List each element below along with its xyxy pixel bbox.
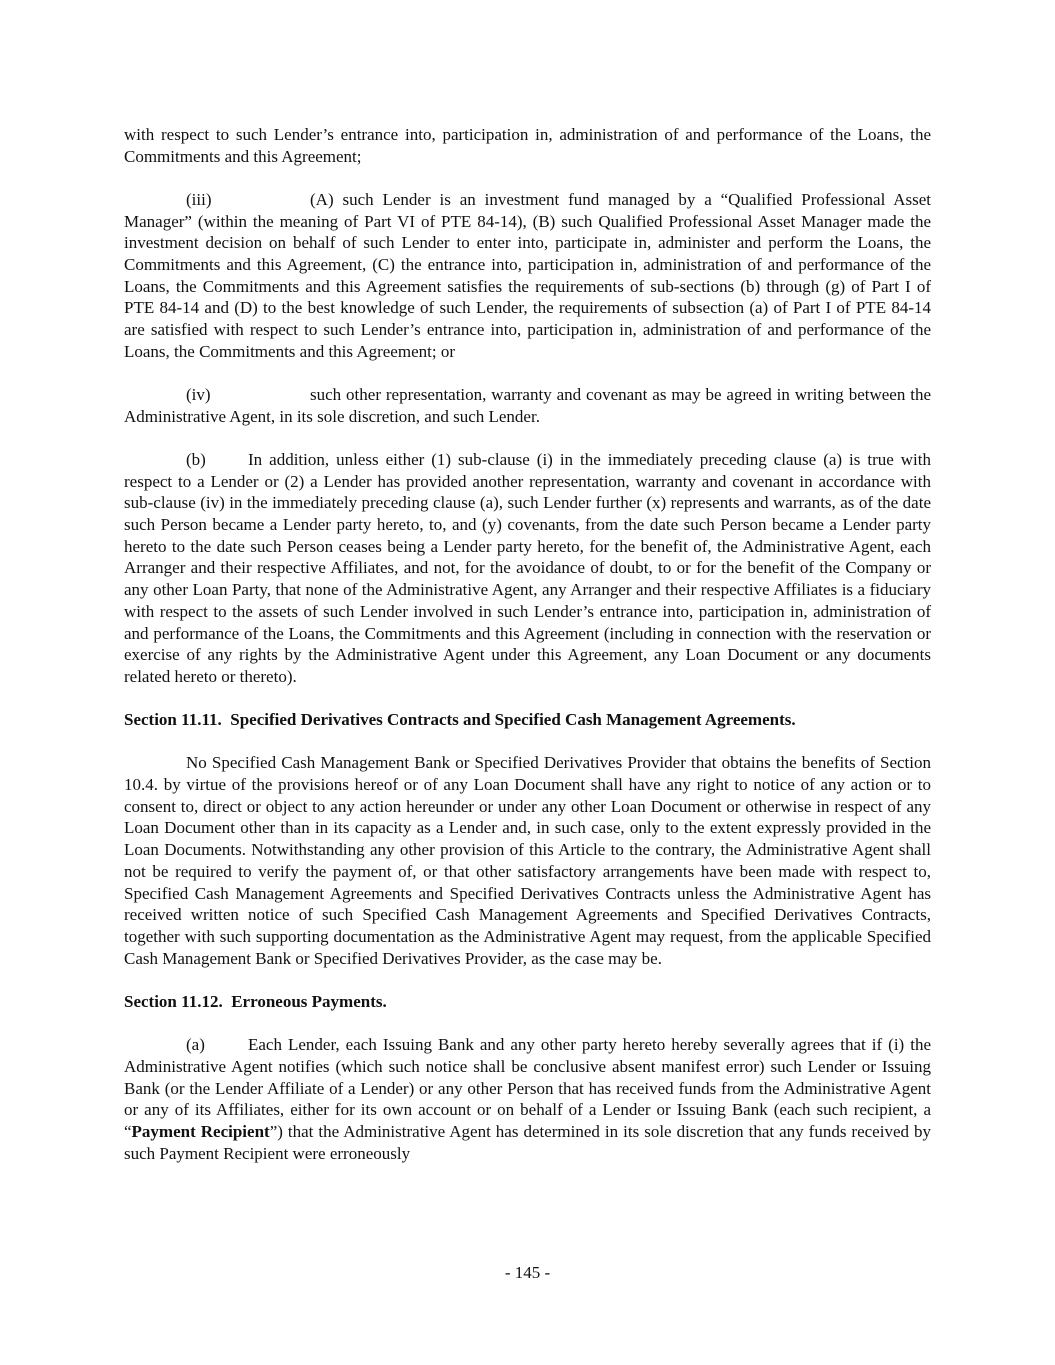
paragraph-clause-iv xyxy=(124,384,931,427)
paragraph-section-11-11-body xyxy=(124,752,931,969)
section-heading-11-12 xyxy=(124,991,931,1013)
defined-term: Payment Recipient xyxy=(131,1121,270,1141)
paragraph-text: such other representation, warranty and covenant as may be agreed in writing between the Administrative Agent, in its sole discretion, and such Lender. xyxy=(124,385,931,426)
paragraph-text: ”) that the Administrative Agent has determined in its sole discretion that any funds received by such Payment Recipient were erroneously xyxy=(124,1121,931,1163)
paragraph-clause-a xyxy=(124,1034,931,1164)
section-title: Specified Derivatives Contracts and Specified Cash Management Agreements. xyxy=(230,710,796,730)
clause-number: (a) xyxy=(186,1035,205,1055)
section-number: Section 11.11. xyxy=(124,710,222,730)
clause-number: (iii) xyxy=(186,189,212,209)
paragraph-text: with respect to such Lender’s entrance into, participation in, administration of and performance of the Loans, the Commitments and this Agreement; xyxy=(124,125,931,166)
paragraph-text: In addition, unless either (1) sub-clause (i) in the immediately preceding clause (a) is true with respect to a Lender or (2) a Lender has provided another representation, warranty and covenant in accordance with sub-clause (iv) in the immediately preceding clause (a), such Lender further (x) represents and warrants, as of the date such Person became a Lender party hereto, to, and (y) covenants, from the date such Person became a Lender party hereto to the date such Person ceases being a Lender party hereto, for the benefit of, the Administrative Agent, each Arranger and their respective Affiliates, and not, for the avoidance of doubt, to or for the benefit of the Company or any other Loan Party, that none of the Administrative Agent, any Arranger and their respective Affiliates is a fiduciary with respect to the assets of such Lender involved in such Lender’s entrance into, participation in, administration of and performance of the Loans, the Commitments and this Agreement (including in connection with the reservation or exercise of any rights by the Administrative Agent under this Agreement, any Loan Document or any documents related hereto or thereto). xyxy=(124,449,931,686)
paragraph-text: Each Lender, each Issuing Bank and any other party hereto hereby severally agrees that if (i) the Administrative Agent notifies (which such notice shall be conclusive absent manifest error) such Lender or Issuing Bank (or the Lender Affiliate of a Lender) or any other Person that has received funds from the Administrative Agent or any of its Affiliates, either for its own account or on behalf of a Lender or Issuing Bank (each such recipient, a “ xyxy=(124,1035,931,1141)
document-page xyxy=(124,124,931,1186)
paragraph-continuation xyxy=(124,124,931,167)
clause-number: (iv) xyxy=(186,385,211,405)
paragraph-clause-iii xyxy=(124,189,931,363)
section-title: Erroneous Payments. xyxy=(231,991,387,1011)
section-heading-11-11 xyxy=(124,709,931,731)
paragraph-clause-b xyxy=(124,449,931,688)
paragraph-text: (A) such Lender is an investment fund managed by a “Qualified Professional Asset Manager” (within the meaning of Part VI of PTE 84-14), (B) such Qualified Professional Asset Manager made the investment decision on behalf of such Lender to enter into, participate in, administer and perform the Loans, the Commitments and this Agreement, (C) the entrance into, participation in, administration of and performance of the Loans, the Commitments and this Agreement satisfies the requirements of sub-sections (b) through (g) of Part I of PTE 84-14 and (D) to the best knowledge of such Lender, the requirements of subsection (a) of Part I of PTE 84-14 are satisfied with respect to such Lender’s entrance into, participation in, administration of and performance of the Loans, the Commitments and this Agreement; or xyxy=(124,189,931,361)
clause-number: (b) xyxy=(186,449,206,469)
paragraph-text: No Specified Cash Management Bank or Specified Derivatives Provider that obtains the benefits of Section 10.4. by virtue of the provisions hereof or of any Loan Document shall have any right to notice of any action or to consent to, direct or object to any action hereunder or under any other Loan Document or otherwise in respect of any Loan Document other than in its capacity as a Lender and, in such case, only to the extent expressly provided in the Loan Documents. Notwithstanding any other provision of this Article to the contrary, the Administrative Agent shall not be required to verify the payment of, or that other satisfactory arrangements have been made with respect to, Specified Cash Management Agreements and Specified Derivatives Contracts unless the Administrative Agent has received written notice of such Specified Cash Management Agreements and Specified Derivatives Contracts, together with such supporting documentation as the Administrative Agent may request, from the applicable Specified Cash Management Bank or Specified Derivatives Provider, as the case may be. xyxy=(124,753,931,968)
section-number: Section 11.12. xyxy=(124,991,223,1011)
page-number: - 145 - xyxy=(504,1263,551,1282)
